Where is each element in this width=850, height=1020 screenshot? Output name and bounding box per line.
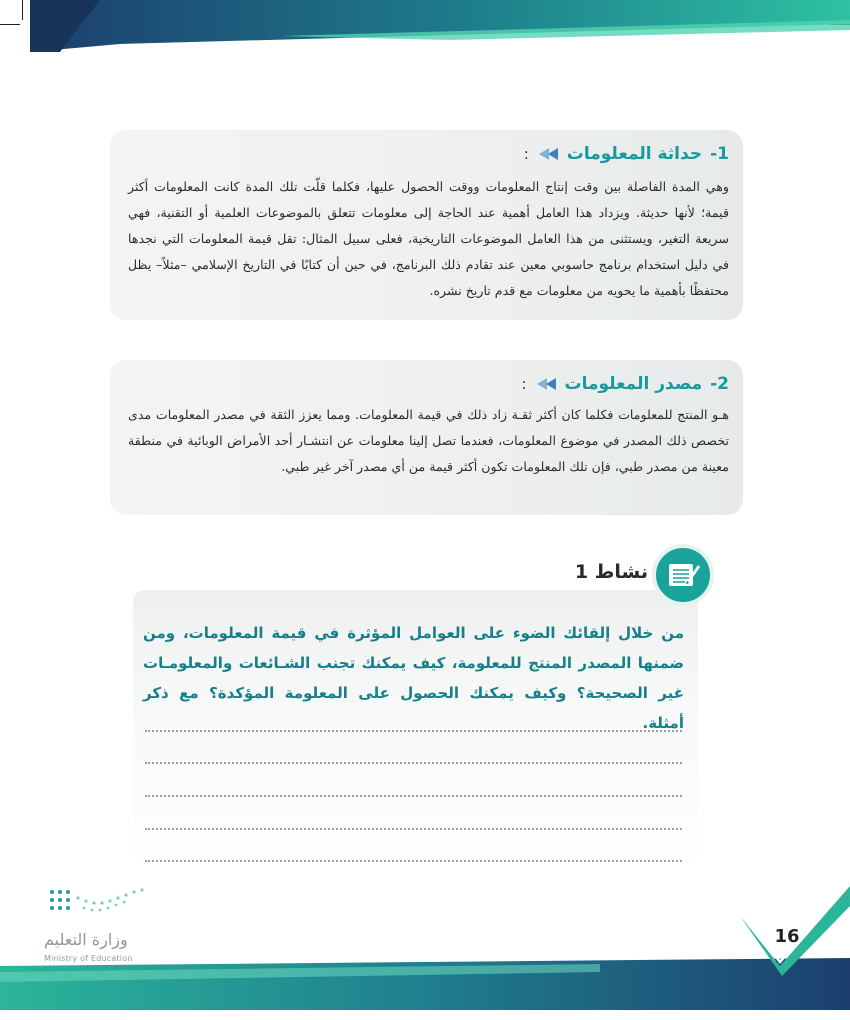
section-heading (521, 374, 729, 394)
section-information-recency (110, 130, 743, 320)
activity-question: من خلال إلقائك الضوء على العوامل المؤثرة في قيمة المعلومات، ومن ضمنها المصدر المنتج للمعلومة، كيف يمكنك تجنب الشـائعات والمعلومـات غير الصحيحة؟ وكيف يمكنك الحصول على المعلومة المؤكدة؟ مع ذكر أمثلة. (143, 624, 684, 732)
section-number: 1- (710, 144, 729, 164)
activity-label: نشاط 1 (574, 561, 648, 583)
ministry-name-english: Ministry of Education (44, 954, 133, 963)
notebook-pencil-icon (665, 559, 701, 591)
top-banner (30, 0, 850, 52)
section-colon: : (521, 375, 527, 393)
footer-banner (0, 958, 850, 1010)
answer-line[interactable] (145, 730, 682, 732)
crop-mark (22, 0, 23, 20)
answer-line[interactable] (145, 795, 682, 797)
section-information-source (110, 360, 743, 515)
double-arrow-icon (535, 377, 557, 391)
answer-line[interactable] (145, 860, 682, 862)
activity-badge (652, 544, 714, 606)
answer-line[interactable] (145, 762, 682, 764)
ministry-logo-icon (44, 886, 150, 926)
section-title: مصدر المعلومات (564, 374, 703, 394)
section-body: وهي المدة الفاصلة بين وقت إنتاج المعلومات ووقت الحصول عليها، فكلما قلّت تلك المدة كانت المعلومات أكثر قيمة؛ لأنها حديثة. ويزداد هذا العامل أهمية عند الحاجة إلى معلومات تتعلق بالموضوعات العلمية أو التقنية، فهي سريعة التغير، ويستثنى من هذا العامل الموضوعات التاريخية، فعلى سبيل المثال: تقل قيمة المعلومات التي نجدها في دليل استخدام برنامج حاسوبي معين عند تقادم ذلك البرنامج، في حين أن كتابًا في التاريخ الإسلامي –مثلاً– يظل محتفظًا بأهمية ما يحويه من معلومات مع قدم تاريخ نشره. (128, 179, 729, 298)
section-number: 2- (710, 374, 729, 394)
activity-box (133, 590, 698, 870)
section-colon: : (523, 145, 529, 163)
section-title: حداثة المعلومات (566, 144, 703, 164)
section-body: هـو المنتج للمعلومات فكلما كان أكثر ثقـة زاد ذلك في قيمة المعلومات. ومما يعزز الثقة في مصدر المعلومات مدى تخصص ذلك المصدر في موضوع المعلومات، فعندما تصل إلينا معلومات عن انتشـار أحد الأمراض الوبائية في منطقة معينة من مصدر طبي، فإن تلك المعلومات تكون أكثر قيمة من أي مصدر آخر غير طبي. (128, 407, 729, 474)
crop-mark (0, 24, 20, 25)
page-number: 16 (774, 926, 800, 947)
section-heading (524, 144, 729, 164)
double-arrow-icon (537, 147, 559, 161)
answer-line[interactable] (145, 828, 682, 830)
ministry-name-arabic: وزارة التعليم (44, 930, 128, 949)
